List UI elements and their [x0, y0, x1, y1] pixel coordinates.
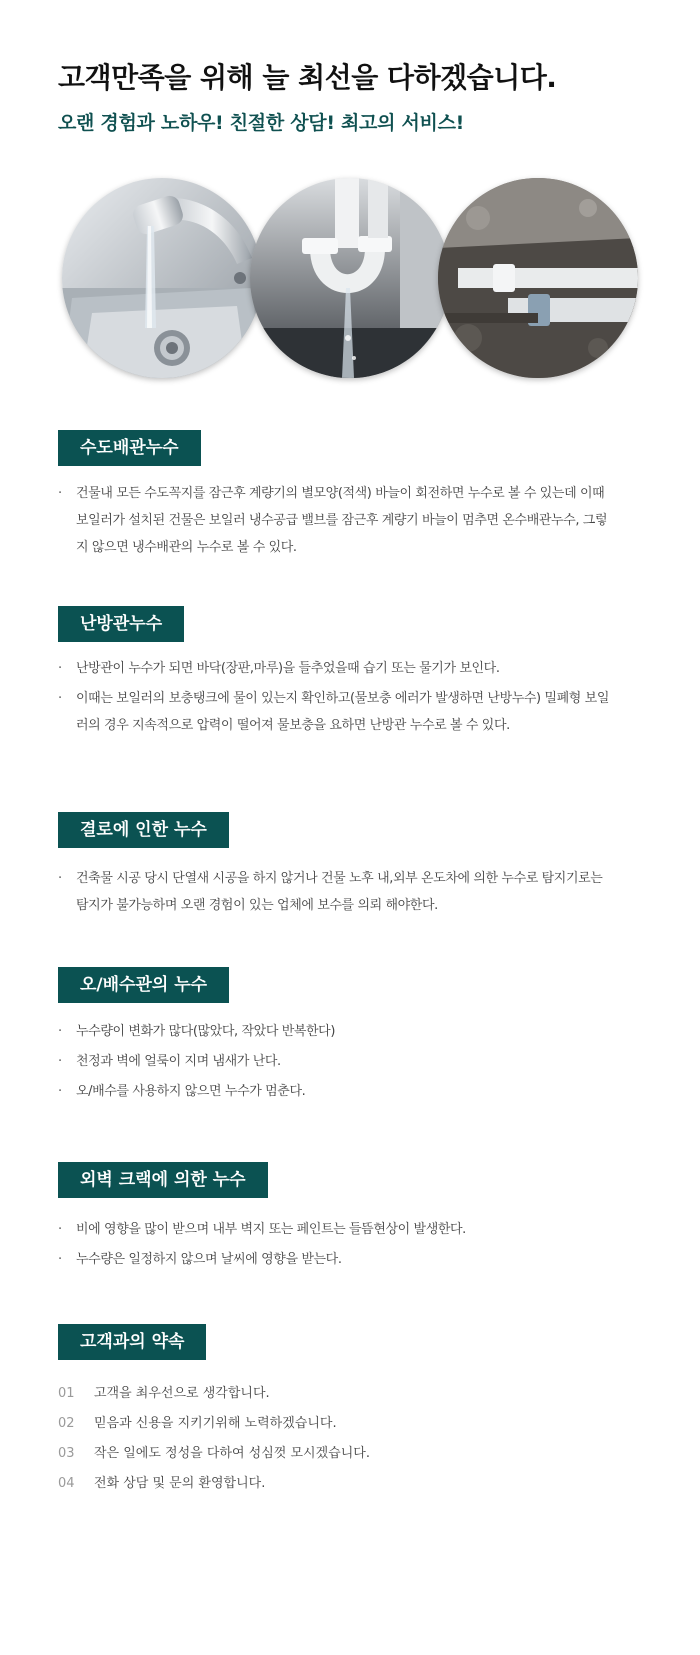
bullet-icon: · [58, 1252, 62, 1267]
promise-number: 04 [58, 1476, 75, 1491]
section-title-water-pipe-leak: 수도배관누수 [58, 430, 201, 466]
list-item: · 난방관이 누수가 되면 바닥(장판,마루)을 들추었을때 습기 또는 물기가 보인다. [58, 655, 618, 682]
promise-item [58, 1469, 618, 1499]
promise-text: 전화 상담 및 문의 환영합니다. [94, 1476, 266, 1491]
bullet-icon: · [58, 1054, 62, 1069]
bullet-icon: · [58, 691, 62, 706]
section-list-heating-pipe-leak [58, 655, 618, 742]
list-item: · 누수량은 일정하지 않으며 날씨에 영향을 받는다. [58, 1246, 618, 1273]
section-title-customer-promise: 고객과의 약속 [58, 1324, 206, 1360]
section-title-wall-crack-leak: 외벽 크랙에 의한 누수 [58, 1162, 268, 1198]
promise-list [58, 1379, 618, 1499]
promise-item [58, 1409, 618, 1439]
section-list-drain-pipe-leak [58, 1018, 618, 1108]
promise-number: 02 [58, 1416, 75, 1431]
promise-item [58, 1439, 618, 1469]
buried-pipe-photo [438, 178, 638, 378]
list-item: · 오/배수를 사용하지 않으면 누수가 멈춘다. [58, 1078, 618, 1105]
section-title-heating-pipe-leak: 난방관누수 [58, 606, 184, 642]
promise-number: 01 [58, 1386, 75, 1401]
list-item: · 건물내 모든 수도꼭지를 잠근후 계량기의 별모양(적색) 바늘이 회전하면 누수로 볼 수 있는데 이때 보일러가 설치된 건물은 보일러 냉수공급 밸브를 잠근후 계량기 바늘이 멈추면 온수배관누수, 그렇지 않으면 냉수배관의 누수로 볼 수 있다. [58, 480, 618, 561]
section-list-condensation-leak [58, 865, 618, 922]
bullet-icon: · [58, 1024, 62, 1039]
bullet-icon: · [58, 871, 62, 886]
promise-text: 고객을 최우선으로 생각합니다. [94, 1386, 270, 1401]
white-pipe-leak-photo [250, 178, 450, 378]
list-item: · 천정과 벽에 얼룩이 지며 냄새가 난다. [58, 1048, 618, 1075]
section-list-wall-crack-leak [58, 1216, 618, 1276]
photo-row [62, 178, 642, 398]
promise-number: 03 [58, 1446, 75, 1461]
section-title-condensation-leak: 결로에 인한 누수 [58, 812, 229, 848]
section-list-water-pipe-leak [58, 480, 618, 564]
bullet-icon: · [58, 1084, 62, 1099]
section-title-drain-pipe-leak: 오/배수관의 누수 [58, 967, 229, 1003]
promise-text: 작은 일에도 정성을 다하여 성심껏 모시겠습니다. [94, 1446, 370, 1461]
page-title: 고객만족을 위해 늘 최선을 다하겠습니다. [58, 61, 557, 94]
page-subtitle: 오랜 경험과 노하우! 친절한 상담! 최고의 서비스! [58, 112, 465, 134]
bullet-icon: · [58, 661, 62, 676]
list-item: · 이때는 보일러의 보충탱크에 물이 있는지 확인하고(물보충 에러가 발생하면 난방누수) 밀폐형 보일러의 경우 지속적으로 압력이 떨어져 물보충을 요하면 난방관 누수로 볼 수 있다. [58, 685, 618, 739]
list-item: · 건축물 시공 당시 단열새 시공을 하지 않거나 건물 노후 내,외부 온도차에 의한 누수로 탐지기로는 탐지가 불가능하며 오랜 경험이 있는 업체에 보수를 의뢰 해야한다. [58, 865, 618, 919]
bullet-icon: · [58, 1222, 62, 1237]
promise-text: 믿음과 신용을 지키기위해 노력하겠습니다. [94, 1416, 337, 1431]
faucet-sink-photo [62, 178, 262, 378]
bullet-icon: · [58, 486, 62, 501]
promise-item [58, 1379, 618, 1409]
list-item: · 비에 영향을 많이 받으며 내부 벽지 또는 페인트는 들뜸현상이 발생한다. [58, 1216, 618, 1243]
list-item: · 누수량이 변화가 많다(많았다, 작았다 반복한다) [58, 1018, 618, 1045]
